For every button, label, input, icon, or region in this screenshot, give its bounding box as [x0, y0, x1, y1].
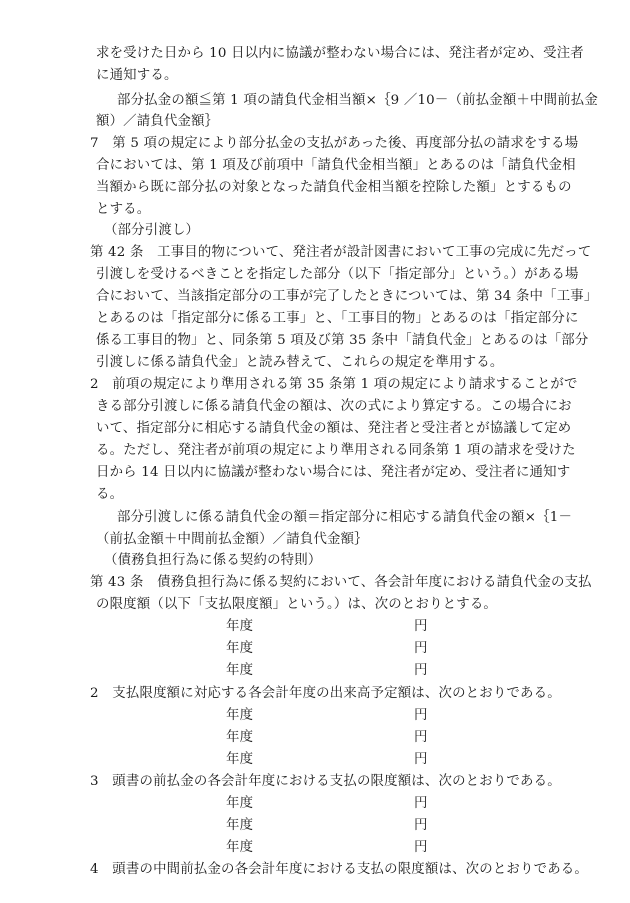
formula-line: 部分引渡しに係る請負代金の額＝指定部分に相応する請負代金の額×｛1－: [117, 510, 573, 525]
article-43-heading-line: 第 43 条 債務負担行為に係る契約において、各会計年度における請負代金の支払: [90, 575, 592, 590]
yen-label: 円: [414, 818, 428, 833]
article-42-heading-line: 第 42 条 工事目的物について、発注者が設計図書において工事の完成に先だって: [90, 245, 592, 260]
text-line: 日から 14 日以内に協議が整わない場合には、発注者が定め、受注者に通知す: [96, 465, 571, 480]
yen-label: 円: [414, 796, 428, 811]
text-line: とあるのは「指定部分に係る工事」と、「工事目的物」とあるのは「指定部分に: [96, 311, 579, 326]
clause-2-line: 2 前項の規定により準用される第 35 条第 1 項の規定により請求することがで: [90, 377, 578, 392]
clause-3-line: 3 頭書の前払金の各会計年度における支払の限度額は、次のとおりである。: [90, 774, 561, 789]
year-label: 年度: [226, 641, 254, 656]
clause-7-line: 7 第 5 項の規定により部分払金の支払があった後、再度部分払の請求をする場: [90, 136, 579, 151]
yen-label: 円: [414, 752, 428, 767]
text-line: 係る工事目的物」と、同条第 5 項及び第 35 条中「請負代金」とあるのは「部分: [96, 333, 589, 348]
formula-line: 部分払金の額≦第 1 項の請負代金相当額×｛9 ／10－（前払金額＋中間前払金: [117, 93, 598, 108]
yen-label: 円: [414, 708, 428, 723]
formula-line: 額）／請負代金額｝: [96, 114, 219, 129]
text-line: の限度額（以下「支払限度額」という。）は、次のとおりとする。: [96, 597, 498, 612]
text-line: きる部分引渡しに係る請負代金の額は、次の式により算定する。この場合にお: [96, 399, 572, 414]
yen-label: 円: [414, 619, 428, 634]
text-line: 引渡しに係る請負代金」と読み替えて、これらの規定を準用する。: [96, 355, 504, 370]
text-line: いて、指定部分に相応する請負代金の額は、発注者と受注者とが協議して定め: [96, 421, 572, 436]
year-label: 年度: [226, 619, 254, 634]
year-label: 年度: [226, 730, 254, 745]
section-caption: （部分引渡し）: [104, 223, 200, 238]
year-label: 年度: [226, 840, 254, 855]
yen-label: 円: [414, 840, 428, 855]
yen-label: 円: [414, 730, 428, 745]
text-line: 当額から既に部分払の対象となった請負代金相当額を控除した額」とするもの: [96, 180, 572, 195]
year-label: 年度: [226, 663, 254, 678]
clause-4-line: 4 頭書の中間前払金の各会計年度における支払の限度額は、次のとおりである。: [90, 862, 588, 877]
clause-2-line: 2 支払限度額に対応する各会計年度の出来高予定額は、次のとおりである。: [90, 686, 561, 701]
text-line: 合において、当該指定部分の工事が完了したときについては、第 34 条中「工事」: [96, 289, 598, 304]
yen-label: 円: [414, 663, 428, 678]
text-line: とする。: [96, 202, 151, 217]
yen-label: 円: [414, 641, 428, 656]
text-line: る。: [96, 487, 124, 502]
text-line: 合においては、第 1 項及び前項中「請負代金相当額」とあるのは「請負代金相: [96, 158, 576, 173]
year-label: 年度: [226, 708, 254, 723]
formula-line: （前払金額＋中間前払金額）／請負代金額｝: [96, 532, 368, 547]
text-line: 引渡しを受けるべきことを指定した部分（以下「指定部分」という。）がある場: [96, 267, 579, 282]
text-line: に通知する。: [96, 68, 178, 83]
year-label: 年度: [226, 818, 254, 833]
text-line: 求を受けた日から 10 日以内に協議が整わない場合には、発注者が定め、受注者: [96, 46, 584, 61]
year-label: 年度: [226, 796, 254, 811]
section-caption: （債務負担行為に係る契約の特則）: [104, 553, 322, 568]
year-label: 年度: [226, 752, 254, 767]
text-line: る。ただし、発注者が前項の規定により準用される同条第 1 項の請求を受けた: [96, 443, 576, 458]
